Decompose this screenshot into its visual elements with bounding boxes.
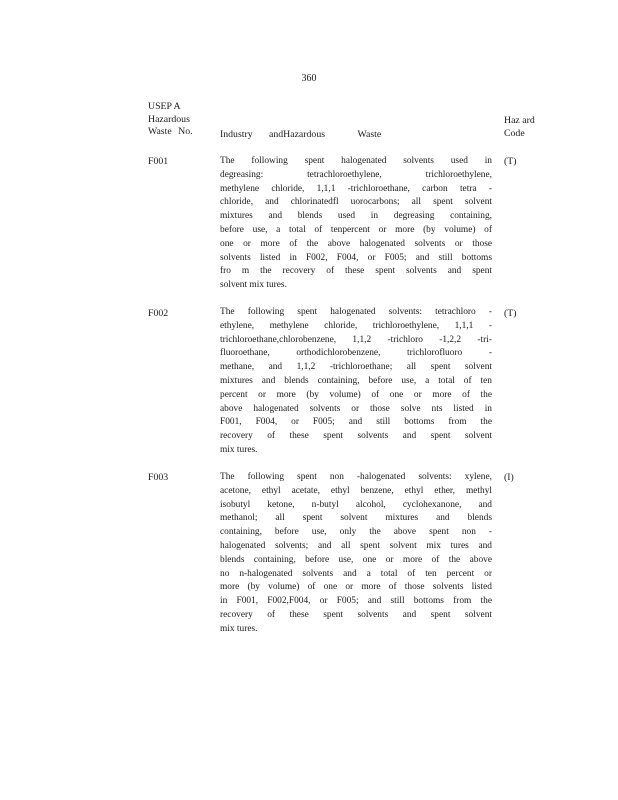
description-line: chloride, and chlorinatedfl uorocarbons; all spent solvent	[220, 197, 492, 208]
hazard-code-f001: (T)	[504, 156, 517, 167]
header-hazard-code-line: Haz ard	[504, 115, 535, 126]
description-f001	[220, 155, 492, 293]
description-line: The following spent non -halogenated solvents: xylene,	[220, 472, 492, 482]
description-line: before use, a total of tenpercent or more (by volume) of	[220, 224, 492, 235]
description-f002	[220, 306, 492, 458]
description-line: one or more of the above halogenated solvents or those	[220, 238, 492, 249]
header-waste-number-line: Hazardous	[148, 113, 190, 125]
header-waste-number	[148, 101, 193, 139]
description-line: recovery of these spent solvents and spent solvent	[220, 609, 492, 620]
description-line: blends containing, before use, one or more of the above	[220, 554, 492, 565]
header-description: Industry andHazardous Waste	[220, 129, 382, 140]
description-line: acetone, ethyl acetate, ethyl benzene, ethyl ether, methyl	[220, 485, 492, 496]
description-line: ethylene, methylene chloride, trichloroethylene, 1,1,1 -	[220, 320, 492, 331]
header-hazard-code-line: Code	[504, 127, 525, 139]
description-line: degreasing: tetrachloroethylene, trichloroethylene,	[220, 169, 492, 180]
waste-code-f001: F001	[148, 156, 169, 167]
description-line: methylene chloride, 1,1,1 -trichloroethane, carbon tetra -	[220, 183, 492, 194]
header-hazard-code	[504, 115, 535, 140]
description-f003	[220, 471, 492, 637]
description-line: trichloroethane,chlorobenzene, 1,1,2 -trichloro -1,2,2 -tri-	[220, 334, 492, 345]
description-line: above halogenated solvents or those solve nts listed in	[220, 403, 492, 414]
header-waste-number-line: Waste No.	[148, 126, 193, 137]
description-line: percent or more (by volume) of one or more of the	[220, 389, 492, 400]
page-number: 360	[301, 73, 317, 84]
description-line: mix tures.	[220, 444, 258, 455]
description-line: F001, F004, or F005; and still bottoms from the	[220, 417, 492, 428]
description-line: halogenated solvents; and all spent solvent mix tures and	[220, 540, 492, 551]
description-line: mixtures and blends containing, before use, a total of ten	[220, 375, 492, 386]
description-line: in F001, F002,F004, or F005; and still bottoms from the	[220, 596, 492, 607]
description-line: recovery of these spent solvents and spent solvent	[220, 431, 492, 442]
waste-code-f003: F003	[148, 472, 169, 483]
description-line: isobutyl ketone, n-butyl alcohol, cyclohexanone, and	[220, 499, 492, 510]
description-line: mixtures and blends used in degreasing containing,	[220, 211, 492, 222]
description-line: no n-halogenated solvents and a total of ten percent or	[220, 568, 492, 579]
description-line: fluoroethane, orthodichlorobenzene, trichlorofluoro -	[220, 348, 492, 359]
hazard-code-f002: (T)	[504, 308, 517, 319]
description-line: more (by volume) of one or more of those solvents listed	[220, 582, 492, 593]
waste-code-f002: F002	[148, 308, 169, 319]
description-line: solvent mix tures.	[220, 280, 287, 291]
hazard-code-f003: (I)	[504, 472, 514, 483]
description-line: mix tures.	[220, 623, 258, 634]
header-waste-number-line: USEP A	[148, 101, 181, 112]
description-line: containing, before use, only the above spent non -	[220, 527, 492, 538]
description-line: fro m the recovery of these spent solvents and spent	[220, 266, 492, 277]
description-line: methanol; all spent solvent mixtures and blends	[220, 513, 492, 524]
description-line: methane, and 1,1,2 -trichloroethane; all spent solvent	[220, 362, 492, 373]
description-line: The following spent halogenated solvents used in	[220, 156, 492, 166]
description-line: The following spent halogenated solvents: tetrachloro -	[220, 307, 492, 317]
description-line: solvents listed in F002, F004, or F005; and still bottoms	[220, 252, 492, 263]
